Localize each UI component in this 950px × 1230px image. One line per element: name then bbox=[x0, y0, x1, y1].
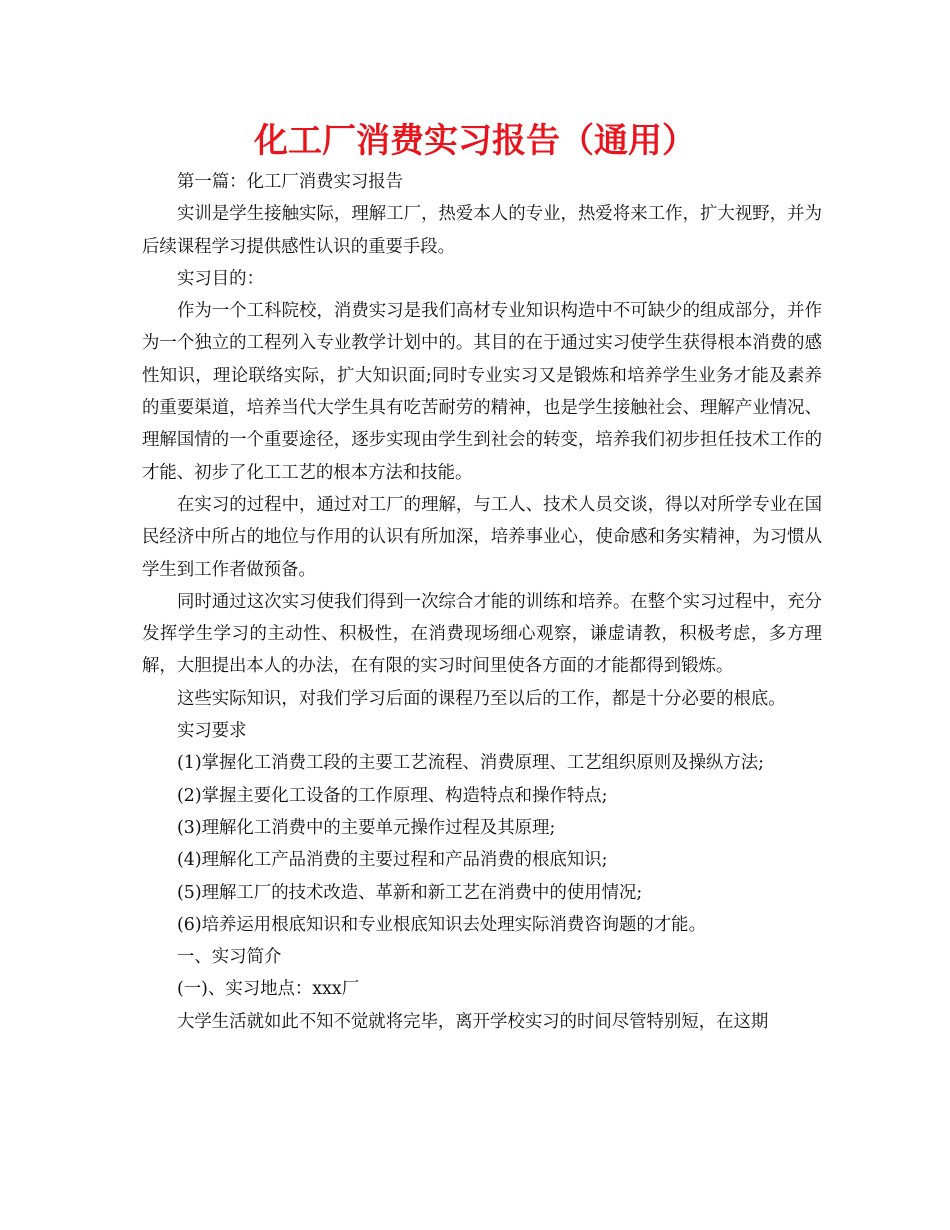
heading-introduction: 一、实习简介 bbox=[177, 947, 282, 968]
requirement-item-1: (1)掌握化工消费工段的主要工艺流程、消费原理、工艺组织原则及操纵方法; bbox=[177, 753, 764, 774]
heading-purpose: 实习目的： bbox=[177, 268, 264, 289]
heading-location: (一)、实习地点：xxx厂 bbox=[177, 979, 360, 1000]
section-heading-first: 第一篇：化工厂消费实习报告 bbox=[177, 172, 404, 192]
paragraph-purpose: 作为一个工科院校，消费实习是我们高材专业知识构造中不可缺少的组成部分，并作为一个独立的工程列入专业教学计划中的。其目的在于通过实习使学生获得根本消费的感性知识，理论联络实际，扩大知识面;同时专业实习又是锻炼和培养学生业务才能及素养的重要渠道，培养当代大学生具有吃苦耐劳的精神，也是学生接触社会、理解产业情况、理解国情的一个重要途径，逐步实现由学生到社会的转变，培养我们初步担任技术工作的才能、初步了化工工艺的根本方法和技能。 bbox=[142, 301, 822, 483]
paragraph-process: 在实习的过程中，通过对工厂的理解，与工人、技术人员交谈，得以对所学专业在国民经济中所占的地位与作用的认识有所加深，培养事业心，使命感和务实精神，为习惯从学生到工作者做预备。 bbox=[142, 494, 822, 580]
document-body bbox=[142, 166, 822, 1038]
requirement-item-6: (6)培养运用根底知识和专业根底知识去处理实际消费咨询题的才能。 bbox=[177, 914, 706, 935]
requirement-item-5: (5)理解工厂的技术改造、革新和新工艺在消费中的使用情况; bbox=[177, 882, 643, 903]
paragraph-knowledge: 这些实际知识，对我们学习后面的课程乃至以后的工作，都是十分必要的根底。 bbox=[177, 688, 786, 709]
requirement-item-4: (4)理解化工产品消费的主要过程和产品消费的根底知识; bbox=[177, 850, 608, 871]
paragraph-training: 同时通过这次实习使我们得到一次综合才能的训练和培养。在整个实习过程中，充分发挥学生学习的主动性、积极性，在消费现场细心观察，谦虚请教，积极考虑，多方理解，大胆提出本人的办法，在有限的实习时间里使各方面的才能都得到锻炼。 bbox=[142, 591, 822, 677]
requirement-item-2: (2)掌握主要化工设备的工作原理、构造特点和操作特点; bbox=[177, 785, 608, 806]
heading-requirements: 实习要求 bbox=[177, 721, 247, 742]
document-title: 化工厂消费实习报告（通用） bbox=[254, 121, 696, 161]
paragraph-intro: 实训是学生接触实际，理解工厂，热爱本人的专业，热爱将来工作，扩大视野，并为后续课程学习提供感性认识的重要手段。 bbox=[142, 204, 822, 257]
paragraph-college-life: 大学生活就如此不知不觉就将完毕，离开学校实习的时间尽管特别短，在这期 bbox=[177, 1011, 769, 1032]
requirement-item-3: (3)理解化工消费中的主要单元操作过程及其原理; bbox=[177, 817, 556, 838]
